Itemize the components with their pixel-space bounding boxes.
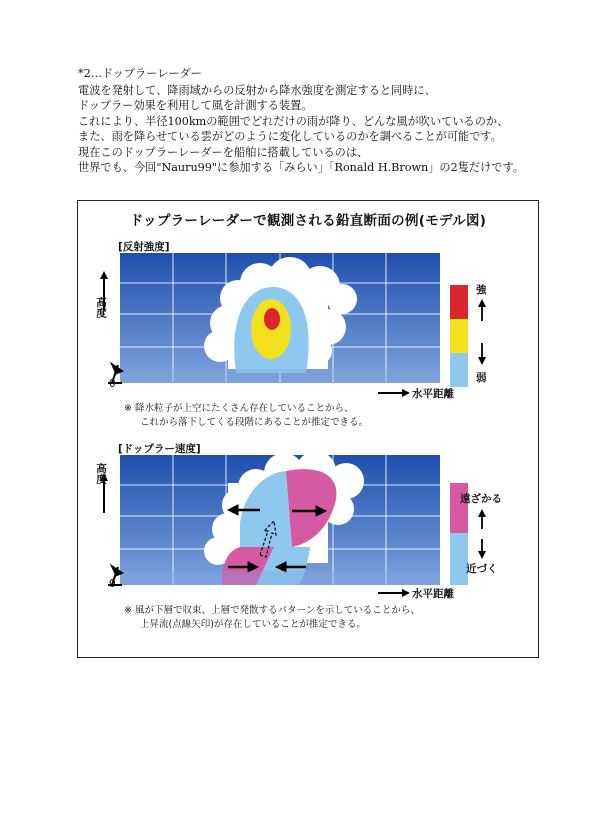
legend-strong-swatch	[450, 285, 468, 319]
x-axis-label: 水平距離	[412, 588, 454, 600]
note-doppler-2: 上昇流(点線矢印)が存在していることが推定できる。	[140, 619, 366, 630]
legend-approaching-swatch	[450, 533, 468, 585]
panel-label-reflectivity: [反射強度]	[118, 241, 170, 253]
note-doppler-1: ※ 風が下層で収束、上層で発散するパターンを示していることから、	[124, 605, 420, 616]
doppler-panel	[78, 443, 538, 603]
legend-down-arrow	[478, 343, 486, 365]
note-reflectivity-2: これから落下してくる段階にあることが推定できる。	[140, 417, 369, 428]
origin-label: 0	[109, 578, 116, 590]
note-reflectivity-1: ※ 降水粒子が上空にたくさん存在していることから、	[124, 403, 354, 414]
radar-figure	[77, 200, 539, 658]
intro-line: 電波を発射して、降雨域からの反射から降水強度を測定すると同時に、	[78, 83, 436, 97]
legend-weak-label: 弱	[476, 372, 487, 384]
intro-line: これにより、半径100kmの範囲でどれだけの雨が降り、どんな風が吹いているのか、	[78, 114, 509, 128]
legend-receding-label: 遠ざかる	[460, 493, 502, 505]
intro-line: ドップラー効果を利用して風を計測する装置。	[78, 99, 313, 112]
intro-line: また、雨を降らせている雲がどのように変化しているのかを調べることが可能です。	[78, 130, 502, 143]
y-axis-label: 高度	[95, 463, 107, 484]
intro-line: 現在このドップラーレーダーを船舶に搭載しているのは、	[78, 145, 369, 159]
panel-label-doppler: [ドップラー速度]	[118, 443, 201, 455]
x-axis-arrow	[378, 589, 410, 597]
legend-up-arrow	[478, 299, 486, 321]
legend-weak-swatch	[450, 353, 468, 387]
x-axis-label: 水平距離	[412, 388, 454, 400]
y-axis-label: 高度	[95, 297, 107, 318]
origin-label: 0	[109, 378, 116, 390]
intro-line: 世界でも、今回"Nauru99"に参加する「みらい」「Ronald H.Brown」の2隻だけです。	[78, 161, 524, 174]
legend-approaching-label: 近づく	[466, 563, 498, 575]
legend-medium-swatch	[450, 319, 468, 353]
reflectivity-panel	[78, 241, 538, 401]
echo-strong	[264, 308, 280, 330]
x-axis-arrow	[378, 389, 410, 397]
legend-up-arrow	[478, 509, 486, 529]
figure-title: ドップラーレーダーで観測される鉛直断面の例(モデル図)	[129, 213, 487, 229]
section-heading: *2…ドップラーレーダー	[78, 67, 202, 80]
legend-strong-label: 強	[476, 284, 487, 296]
legend-down-arrow	[478, 539, 486, 559]
intro-text	[78, 66, 578, 176]
